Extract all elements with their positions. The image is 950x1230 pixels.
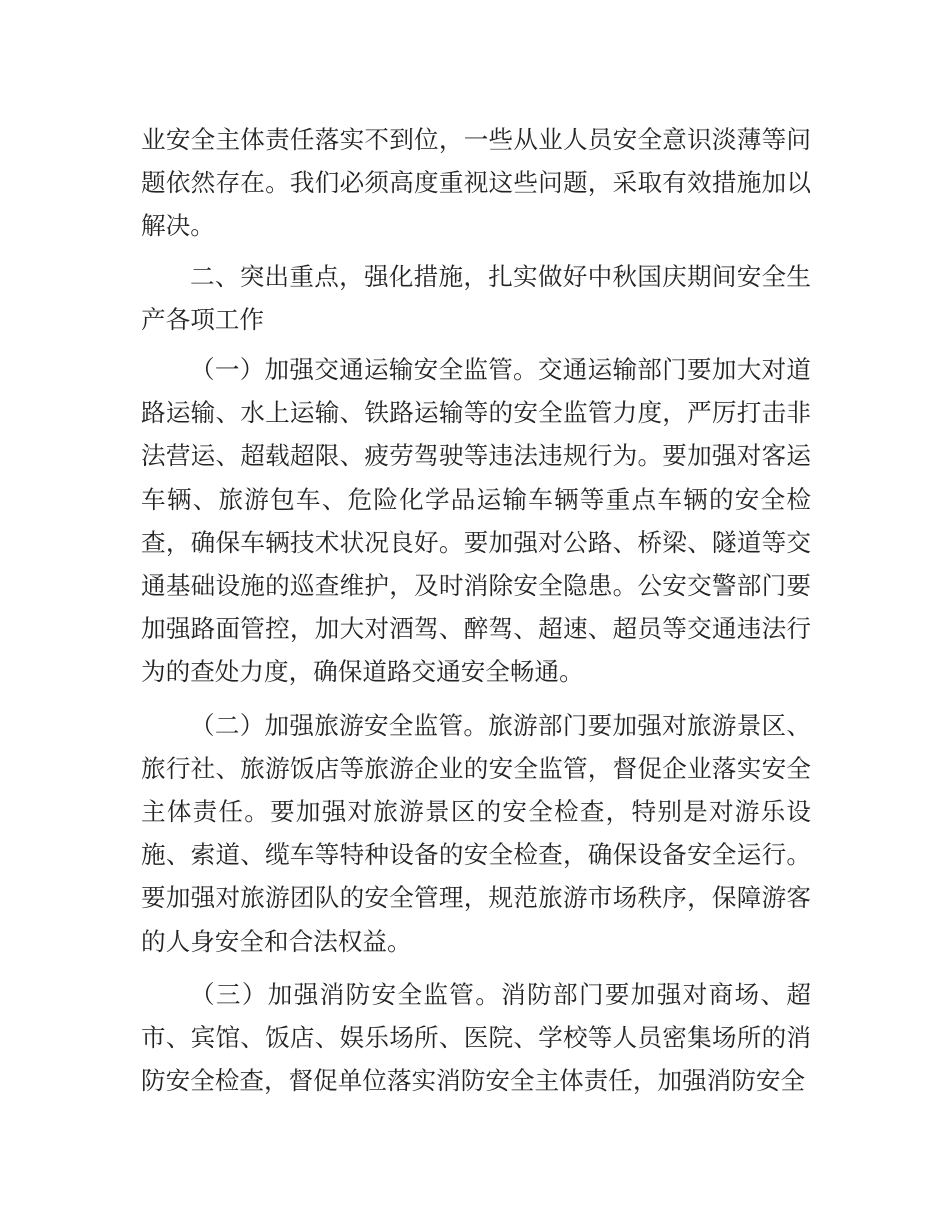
document-page (141, 118, 811, 1102)
paragraph-gap (141, 963, 811, 973)
section-heading: 二、突出重点，强化措施，扎实做好中秋国庆期间安全生产各项工作 (141, 261, 811, 334)
paragraph-traffic: （一）加强交通运输安全监管。交通运输部门要加大对道路运输、水上运输、铁路运输等的安全监管力度，严厉打击非法营运、超载超限、疲劳驾驶等违法违规行为。要加强对客运车辆、旅游包车、危险化学品运输车辆等重点车辆的安全检查，确保车辆技术状况良好。要加强对公路、桥梁、隧道等交通基础设施的巡查维护，及时消除安全隐患。公安交警部门要加强路面管控，加大对酒驾、醉驾、超速、超员等交通违法行为的查处力度，确保道路交通安全畅通。 (141, 355, 811, 687)
paragraph-fire: （三）加强消防安全监管。消防部门要加强对商场、超市、宾馆、饭店、娱乐场所、医院、学校等人员密集场所的消防安全检查，督促单位落实消防安全主体责任，加强消防安全 (141, 979, 811, 1096)
paragraph-gap (141, 341, 811, 348)
paragraph-tourism: （二）加强旅游安全监管。旅游部门要加强对旅游景区、旅行社、旅游饭店等旅游企业的安全监管，督促企业落实安全主体责任。要加强对旅游景区的安全检查，特别是对游乐设施、索道、缆车等特种设备的安全检查，确保设备安全运行。要加强对旅游团队的安全管理，规范旅游市场秩序，保障游客的人身安全和合法权益。 (141, 710, 811, 956)
paragraph-gap (141, 694, 811, 704)
paragraph-gap (141, 248, 811, 255)
paragraph-continuation: 业安全主体责任落实不到位，一些从业人员安全意识淡薄等问题依然存在。我们必须高度重视这些问题，采取有效措施加以解决。 (141, 125, 811, 241)
